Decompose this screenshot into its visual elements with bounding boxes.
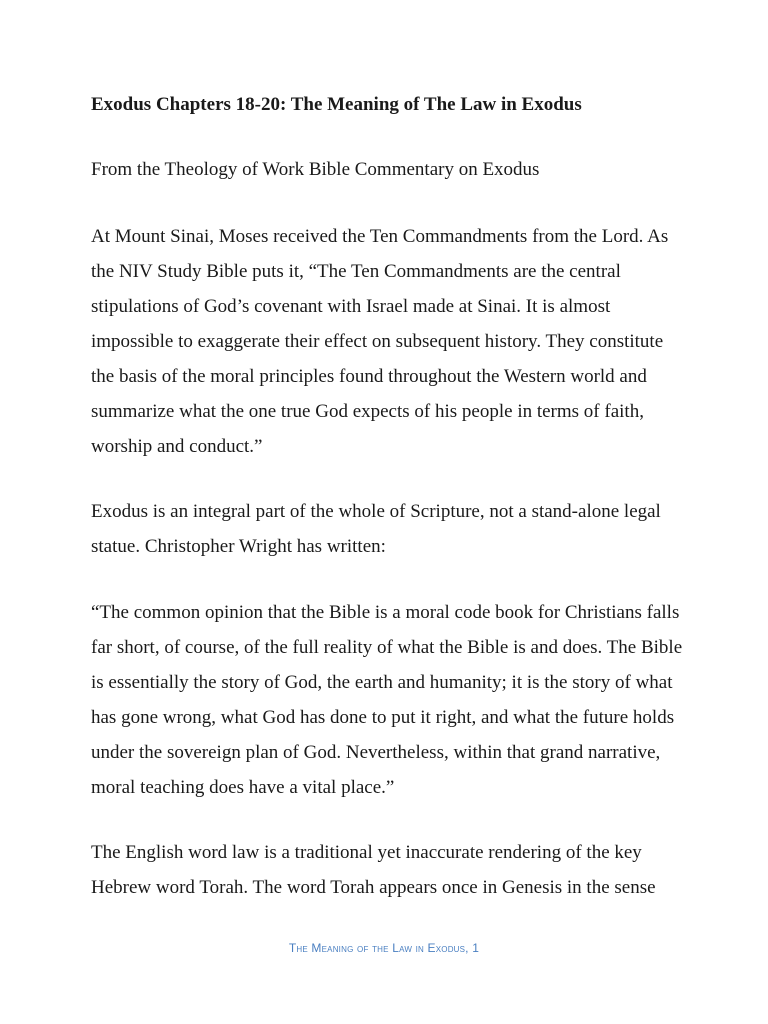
page-footer: The Meaning of the Law in Exodus, 1 <box>288 941 480 955</box>
paragraph: Exodus is an integral part of the whole of Scripture, not a stand-alone legal statue. Christopher Wright has written: <box>91 501 661 557</box>
block-quote-paragraph: “The common opinion that the Bible is a moral code book for Christians falls far short, of course, of the full reality of what the Bible is and does. The Bible is essentially the story of God, the earth and humanity; it is the story of what has gone wrong, what God has done to put it right, and what the future holds under the sovereign plan of God. Nevertheless, within that grand narrative, moral teaching does have a vital place.” <box>91 602 683 798</box>
document-subtitle: From the Theology of Work Bible Commentary on Exodus <box>91 159 540 180</box>
paragraph: At Mount Sinai, Moses received the Ten Commandments from the Lord. As the NIV Study Bible puts it, “The Ten Commandments are the central stipulations of God’s covenant with Israel made at Sinai. It is almost impossible to exaggerate their effect on subsequent history. They constitute the basis of the moral principles found throughout the Western world and summarize what the one true God expects of his people in terms of faith, worship and conduct.” <box>91 226 669 457</box>
paragraph: The English word law is a traditional yet inaccurate rendering of the key Hebrew word Torah. The word Torah appears once in Genesis in the sense <box>91 842 656 898</box>
document-title: Exodus Chapters 18-20: The Meaning of The Law in Exodus <box>91 94 582 115</box>
